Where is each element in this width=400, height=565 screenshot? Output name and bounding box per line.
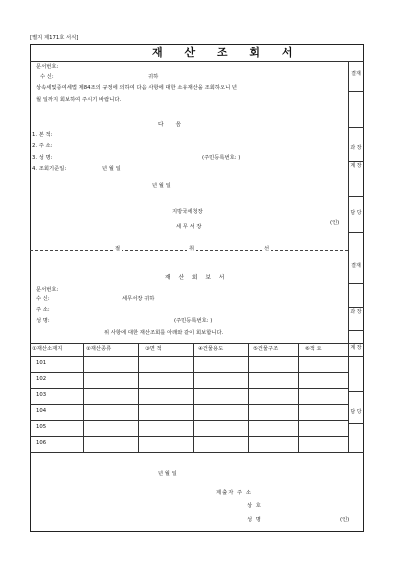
request-date-line: 년 월 일	[152, 183, 171, 189]
rule-table-header	[30, 356, 364, 357]
item-value-rrn: (주민등록번호: )	[202, 155, 241, 161]
table-header-building-structure: ⑤건물구조	[253, 346, 279, 352]
approval-top-2: 계 장	[350, 163, 362, 169]
approval-bottom-3: 담 당	[350, 409, 362, 415]
table-header-remarks: ⑥적 요	[305, 346, 322, 352]
form-frame	[30, 44, 364, 532]
below-heading: 다 음	[158, 122, 187, 128]
recipient-honorific: 귀하	[148, 74, 159, 80]
sender-seal: (인)	[330, 220, 340, 226]
table-header-area: ③면 적	[145, 346, 162, 352]
approval-bottom-0: 결재	[351, 263, 361, 269]
item-label-domicile: 1. 본 적:	[32, 132, 53, 138]
approval-column-divider	[348, 61, 349, 452]
rule-table-bottom	[30, 452, 364, 453]
form-number: [별지 제171호 서식]	[30, 35, 79, 41]
table-header-type: ②재산종류	[86, 346, 112, 352]
item-label-name: 3. 성 명:	[32, 155, 53, 161]
reply-rrn: (주민등록번호: )	[174, 318, 213, 324]
submitter-name: 성 명	[247, 517, 262, 523]
table-row: 106	[36, 440, 47, 446]
table-row: 102	[36, 376, 47, 382]
cut-line-label-left: 절	[115, 246, 121, 252]
submitter-address: 제출자 주 소	[216, 490, 252, 496]
reply-address-label: 주 소:	[36, 307, 50, 313]
reply-recipient-value: 세무서장 귀하	[122, 296, 155, 302]
approval-bottom-1: 과 장	[350, 309, 362, 315]
doc-no-label: 문서번호:	[36, 64, 59, 70]
reply-notice: 위 사항에 대한 재산조회를 아래와 같이 회보합니다.	[104, 330, 224, 336]
footer-date: 년 월 일	[158, 471, 177, 477]
sender-chief: 세 무 서 장	[176, 224, 202, 230]
page-title: 재 산 조 회 서	[152, 46, 302, 59]
rule-under-title	[30, 61, 364, 62]
table-row: 103	[36, 392, 47, 398]
item-label-reference-date: 4. 조회기준일:	[32, 166, 67, 172]
item-value-reference-date: 년 월 일	[102, 166, 121, 172]
approval-bottom-2: 계 장	[350, 345, 362, 351]
submitter-firm: 상 호	[247, 503, 262, 509]
approval-top-1: 과 장	[350, 145, 362, 151]
table-header-building-use: ④건물용도	[198, 346, 224, 352]
request-body-line1: 상속세및증여세법 제84조의 규정에 의하여 다음 사항에 대한 소유재산을 조회하오니 년	[36, 85, 237, 91]
reply-recipient-label: 수 신:	[36, 296, 50, 302]
cut-line-label-right: 선	[264, 246, 270, 252]
approval-top-0: 결재	[351, 71, 361, 77]
reply-name-label: 성 명:	[36, 318, 50, 324]
approval-top-3: 담 당	[350, 210, 362, 216]
sender-office: 지방국세청장	[172, 209, 203, 215]
reply-doc-no-label: 문서번호:	[36, 287, 59, 293]
item-label-address: 2. 주 소:	[32, 143, 53, 149]
cut-line-label-mid: 취	[189, 246, 195, 252]
table-row: 101	[36, 360, 47, 366]
rule-table-top	[30, 343, 364, 344]
table-row: 104	[36, 408, 47, 414]
request-body-line2: 월 일까지 회보하여 주시기 바랍니다.	[36, 97, 122, 103]
reply-title: 재 산 회 보 서	[165, 275, 228, 281]
submitter-seal: (인)	[340, 517, 350, 523]
table-header-location: ①재산소재지	[32, 346, 63, 352]
table-row: 105	[36, 424, 47, 430]
recipient-label: 수 신:	[40, 74, 54, 80]
